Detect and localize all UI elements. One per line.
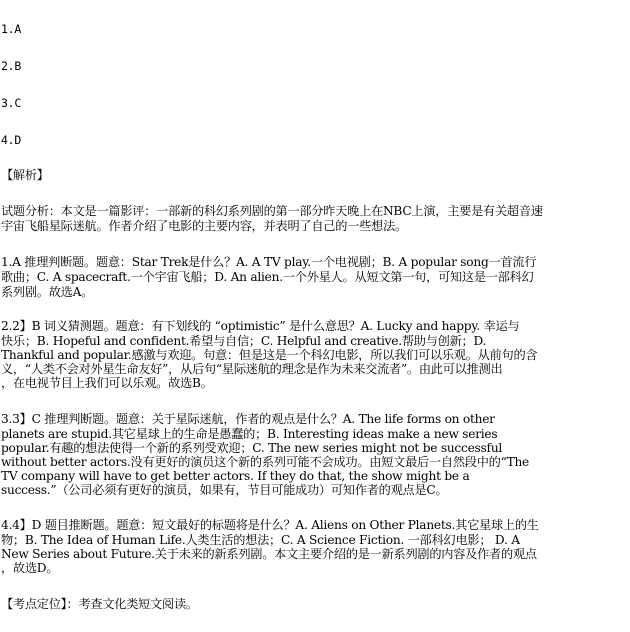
q1-line: 歌曲；C. A spacecraft.一个宇宙飞船；D. An alien.一个外星人。从短文第一句，可知这是一部科幻 xyxy=(1,270,534,284)
answer-3: 3.C xyxy=(1,96,22,110)
q3-line: without better actors.没有更好的演员这个新的系列可能不会成功。由短文最后一自然段中的“The xyxy=(1,455,530,469)
q2-line: ，在电视节目上我们可以乐观。故选B。 xyxy=(1,376,213,390)
analysis-heading: 【解析】 xyxy=(1,168,49,182)
answer-1: 1.A xyxy=(1,22,22,36)
q3-line: planets are stupid.其它星球上的生命是愚蠢的；B. Interesting ideas make a new series xyxy=(1,427,498,441)
q2-line: 义，“人类不会对外星生命友好”，从后句“星际迷航的理念是作为未来交流者”。由此可以推测出 xyxy=(1,362,503,376)
q3-line: popular.有趣的想法使得一个新的系列受欢迎；C. The new series might not be successful xyxy=(1,441,503,455)
q3-line: TV company will have to get better actors. If they do that, the show might be a xyxy=(1,469,470,483)
q4-line: New Series about Future.关于未来的新系列剧。本文主要介绍的是一新系列剧的内容及作者的观点 xyxy=(1,547,537,561)
answer-4: 4.D xyxy=(1,133,22,147)
q1-line: 系列剧。故选A。 xyxy=(1,285,94,299)
q1-line: 1.A 推理判断题。题意：Star Trek是什么？A. A TV play.一个电视剧；B. A popular song一首流行 xyxy=(1,255,537,269)
q2-line: Thankful and popular.感激与欢迎。句意：但是这是一个科幻电影，所以我们可以乐观。从前句的含 xyxy=(1,348,538,362)
q3-line: 3.3】C 推理判断题。题意：关于星际迷航，作者的观点是什么？A. The life forms on other xyxy=(1,412,495,426)
q2-line: 快乐；B. Hopeful and confident.希望与自信；C. Helpful and creative.帮助与创新；D. xyxy=(1,334,487,348)
q4-line: 4.4】D 题目推断题。题意：短文最好的标题将是什么？A. Aliens on Other Planets.其它星球上的生 xyxy=(1,518,539,532)
q4-line: 物；B. The Idea of Human Life.人类生活的想法；C. A Science Fiction. 一部科幻电影； D. A xyxy=(1,533,520,547)
q3-line: success.”（公司必须有更好的演员，如果有，节目可能成功）可知作者的观点是C。 xyxy=(1,483,448,497)
answer-2: 2.B xyxy=(1,59,22,73)
summary-line: 宇宙飞船星际迷航。作者介绍了电影的主要内容，并表明了自己的一些想法。 xyxy=(1,219,407,233)
q2-line: 2.2】B 词义猜测题。题意：有下划线的 “optimistic” 是什么意思？A. Lucky and happy. 幸运与 xyxy=(1,319,520,333)
q4-line: ，故选D。 xyxy=(1,561,59,575)
summary-line: 试题分析：本文是一篇影评：一部新的科幻系列剧的第一部分昨天晚上在NBC上演，主要是有关超音速 xyxy=(1,204,543,218)
kaodian-note: 【考点定位】：考查文化类短文阅读。 xyxy=(1,597,198,611)
